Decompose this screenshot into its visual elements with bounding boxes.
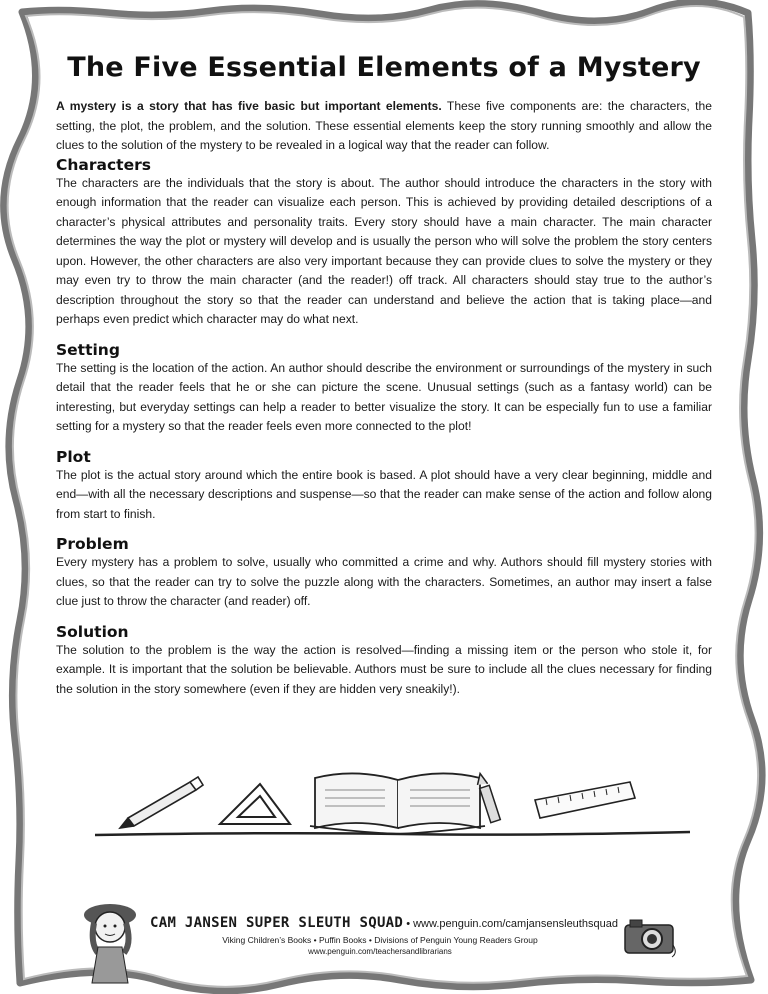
- desk-illustration: [80, 760, 700, 850]
- section-setting: [56, 341, 712, 437]
- ruler-icon: [535, 782, 635, 818]
- intro-lead: A mystery is a story that has five basic but important elements.: [56, 99, 442, 113]
- pencil-icon: [120, 777, 203, 828]
- intro-text: These five components are: the characters, the setting, the plot, the problem, and the solution. These essential elements keep the story running smoothly and allow the clues to the solution of the mystery to be revealed in a logical way that the reader can follow.: [56, 99, 712, 152]
- footer-url[interactable]: • www.penguin.com/camjansensleuthsquad: [403, 918, 618, 930]
- page-title: The Five Essential Elements of a Mystery: [67, 52, 701, 83]
- section-text: Every mystery has a problem to solve, usually who committed a crime and why. Authors should fill mystery stories with clues, so that the reader can try to solve the puzzle along with the characters. Sometimes, an author may insert a false clue just to throw the character (and reader) off.: [56, 555, 712, 608]
- girl-detective-icon: [80, 893, 142, 985]
- footer: [0, 885, 768, 985]
- footer-brand: CAM JANSEN SUPER SLEUTH SQUAD: [150, 915, 404, 931]
- section-heading: Setting: [56, 340, 120, 359]
- footer-teachers-url[interactable]: www.penguin.com/teachersandlibrarians: [308, 947, 452, 956]
- section-heading: Plot: [56, 447, 91, 466]
- section-text: The setting is the location of the action. An author should describe the environment or surroundings of the mystery in such detail that the reader feels that he or she can picture the scene. Unusual settings (such as a fantasy world) can be interesting, but everyday settings can help a reader to better visualize the story. It can be especially fun to use a familiar setting for a mystery so that the reader feels even more connected to the plot!: [56, 360, 712, 433]
- document-body: [56, 52, 712, 699]
- intro-paragraph: [56, 97, 712, 156]
- section-text: The characters are the individuals that the story is about. The author should introduce the characters in the story with enough information that the reader can visualize each person. This is achieved by providing detailed descriptions of a character’s physical attributes and personality traits. Every story should have a main character. The main character determines the way the plot or mystery will develop and is usually the person who will solve the problem the story centers upon. However, the other characters are also very important because they can provide clues to solve the mystery or they may even try to throw the main character (and the reader!) off track. All characters should stay true to the author’s description throughout the story so that the reader can understand and believe the action that is taking place—and perhaps even predict which character may do what next.: [56, 175, 712, 326]
- section-characters: [56, 156, 712, 330]
- section-plot: [56, 448, 712, 525]
- camera-icon: [622, 915, 678, 959]
- section-text: The solution to the problem is the way the action is resolved—finding a missing item or the person who stole it, for example. It is important that the solution be believable. Authors must be sure to include all the clues necessary for finding the solution in the story somewhere (even if they are hidden very sneakily!).: [56, 642, 712, 696]
- open-book-icon: [310, 773, 485, 834]
- footer-publishers: Viking Children’s Books • Puffin Books • Divisions of Penguin Young Readers Group: [222, 935, 538, 945]
- section-heading: Characters: [56, 155, 151, 174]
- section-heading: Solution: [56, 622, 129, 641]
- triangle-ruler-icon: [220, 784, 290, 824]
- section-heading: Problem: [56, 535, 129, 553]
- section-text: The plot is the actual story around which the entire book is based. A plot should have a very clear beginning, middle and end—with all the necessary descriptions and suspense—so that the reader can make sense of the action and follow along from start to finish.: [56, 467, 712, 521]
- desk-line: [95, 832, 690, 835]
- footer-brand-line: [150, 915, 630, 931]
- section-problem: [56, 535, 712, 612]
- section-solution: [56, 623, 712, 700]
